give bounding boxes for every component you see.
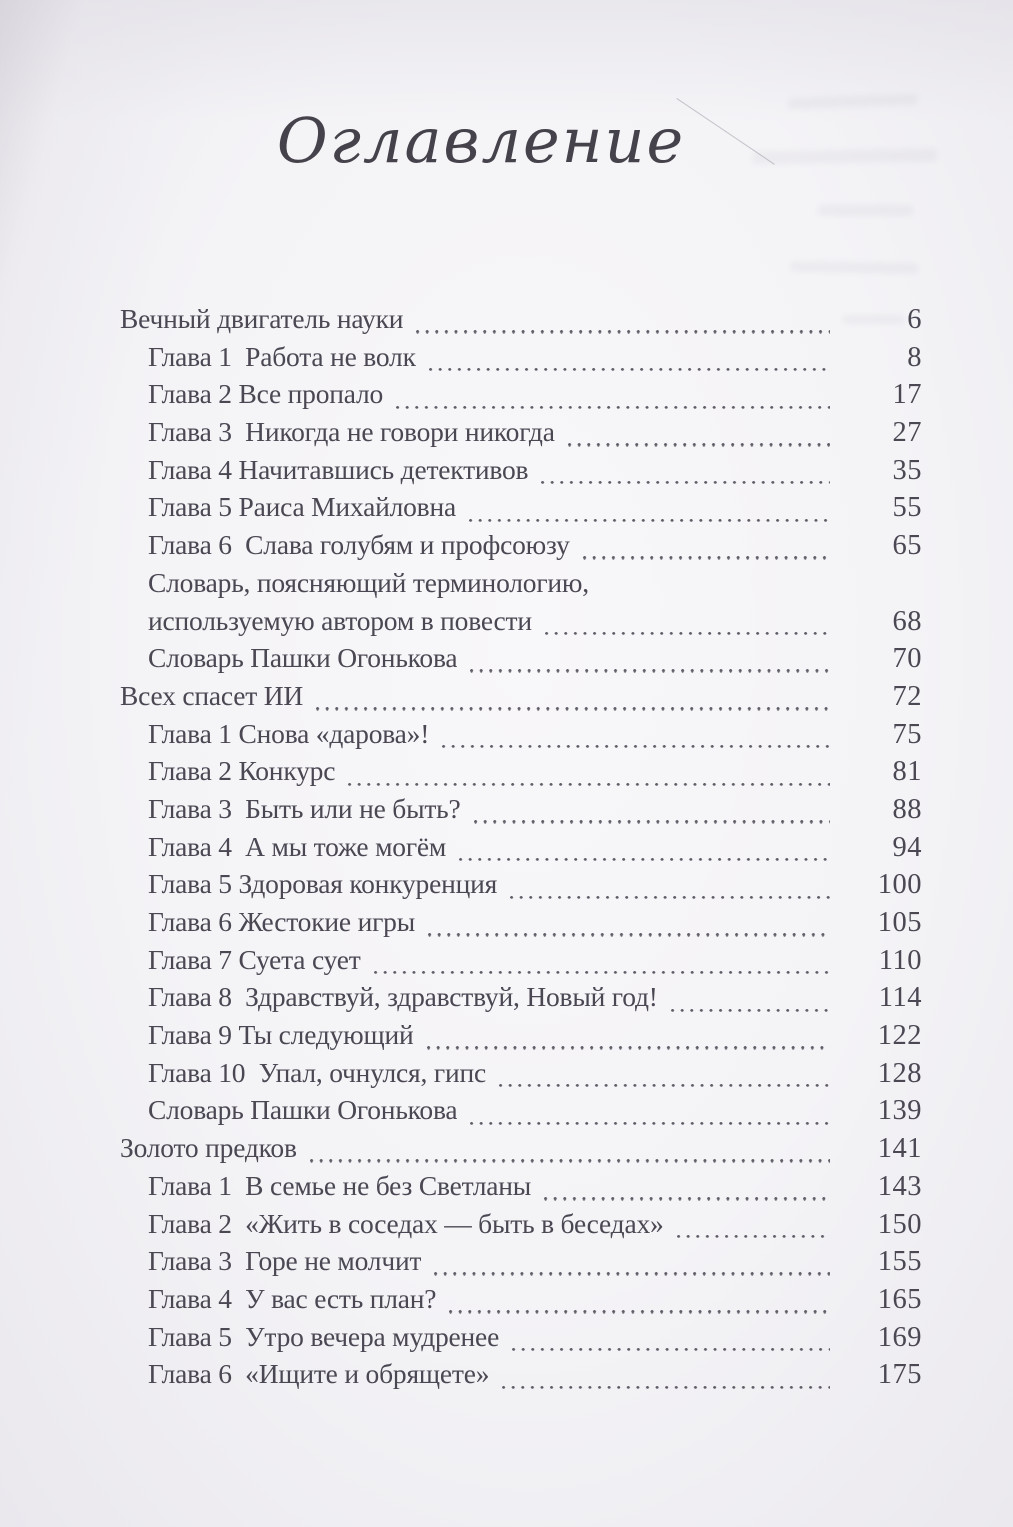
toc-page-number: 88 <box>892 793 922 825</box>
toc-page-number: 81 <box>892 756 922 788</box>
toc-entry <box>120 944 922 982</box>
toc-page-number: 165 <box>877 1283 922 1315</box>
toc-page-number: 100 <box>877 869 922 901</box>
dot-leader <box>474 820 830 823</box>
toc-entry <box>120 793 922 831</box>
toc-entry <box>120 1245 922 1283</box>
dot-leader <box>470 1122 830 1125</box>
toc-entry-label: Вечный двигатель науки <box>120 303 404 334</box>
toc-page-number: 55 <box>892 492 922 524</box>
toc-entry <box>120 1358 922 1396</box>
toc-page-number: 70 <box>892 643 922 675</box>
toc-entry-label: Глава 8 Здравствуй, здравствуй, Новый год! <box>148 981 658 1013</box>
toc-entry-label: Глава 5 Здоровая конкуренция <box>148 868 498 900</box>
toc-entry-label: Глава 4 Начитавшись детективов <box>148 453 529 485</box>
toc-entry <box>120 454 922 492</box>
toc-entry <box>120 1170 922 1208</box>
toc-entry <box>120 1283 922 1321</box>
table-of-contents <box>120 303 922 1396</box>
toc-entry <box>120 1057 922 1095</box>
toc-page-number: 68 <box>892 605 922 637</box>
toc-entry <box>120 981 922 1019</box>
dot-leader <box>499 1084 830 1087</box>
toc-entry-label: используемую автором в повести <box>148 604 532 636</box>
toc-page-number: 8 <box>907 341 922 373</box>
toc-entry-label: Глава 4 У вас есть план? <box>148 1282 437 1314</box>
toc-entry <box>120 1132 922 1170</box>
toc-page-number: 122 <box>877 1020 922 1052</box>
toc-page-number: 169 <box>877 1321 922 1353</box>
dot-leader <box>396 406 830 409</box>
dot-leader <box>416 330 830 333</box>
toc-entry <box>120 1094 922 1132</box>
dot-leader <box>502 1386 830 1389</box>
dot-leader <box>429 368 830 371</box>
toc-page-number: 128 <box>877 1057 922 1089</box>
toc-entry <box>120 1208 922 1246</box>
toc-entry-label: Всех спасет ИИ <box>120 679 304 711</box>
toc-entry-label: Глава 1 Снова «дарова»! <box>148 717 430 749</box>
toc-entry-label: Словарь Пашки Огонькова <box>148 1094 458 1126</box>
toc-entry <box>120 680 922 718</box>
toc-entry <box>120 491 922 529</box>
dot-leader <box>428 933 830 936</box>
toc-entry-label: Глава 4 А мы тоже могём <box>148 830 447 862</box>
toc-page-number: 17 <box>892 379 922 411</box>
toc-entry <box>120 605 922 643</box>
toc-entry-label: Глава 1 Работа не волк <box>148 340 416 372</box>
toc-entry <box>120 642 922 680</box>
toc-entry <box>120 303 922 341</box>
dot-leader <box>545 632 830 635</box>
dot-leader <box>677 1235 830 1238</box>
toc-entry-label: Глава 3 Горе не молчит <box>148 1245 422 1277</box>
dot-leader <box>541 481 830 484</box>
toc-page-number: 6 <box>907 304 922 335</box>
toc-entry-label: Глава 6 «Ищите и обрящете» <box>148 1358 490 1390</box>
toc-entry-label: Глава 7 Суета сует <box>148 943 361 975</box>
dot-leader <box>671 1009 830 1012</box>
toc-page-number: 75 <box>892 718 922 750</box>
toc-page-number: 72 <box>892 680 922 712</box>
dot-leader <box>427 1046 830 1049</box>
toc-page-number: 110 <box>878 944 922 976</box>
dot-leader <box>442 745 830 748</box>
dot-leader <box>374 971 830 974</box>
toc-entry-label: Глава 6 Слава голубям и профсоюзу <box>148 529 570 561</box>
toc-page-number: 175 <box>877 1359 922 1391</box>
dot-leader <box>544 1197 830 1200</box>
dot-leader <box>583 556 830 559</box>
toc-entry <box>120 718 922 756</box>
dot-leader <box>568 443 830 446</box>
toc-page-number: 27 <box>892 417 922 449</box>
toc-entry <box>120 1019 922 1057</box>
toc-page-number: 105 <box>877 907 922 938</box>
toc-entry-label: Глава 1 В семье не без Светланы <box>148 1169 532 1201</box>
toc-entry-label: Словарь, поясняющий терминологию, <box>148 566 589 598</box>
toc-entry-label: Глава 9 Ты следующий <box>148 1019 414 1051</box>
dot-leader <box>512 1348 830 1351</box>
dot-leader <box>470 669 830 672</box>
toc-entry <box>120 755 922 793</box>
toc-page-number: 139 <box>877 1095 922 1127</box>
toc-entry-label: Глава 3 Никогда не говори никогда <box>148 416 555 448</box>
toc-entry <box>120 567 922 605</box>
toc-entry <box>120 416 922 454</box>
toc-entry <box>120 1321 922 1359</box>
dot-leader <box>449 1310 830 1313</box>
bleed-smudge <box>818 205 913 216</box>
toc-page-number: 65 <box>892 530 922 562</box>
dot-leader <box>310 1159 830 1162</box>
dot-leader <box>510 896 830 899</box>
toc-entry-label: Глава 5 Утро вечера мудренее <box>148 1320 500 1352</box>
toc-entry <box>120 378 922 416</box>
toc-entry-label: Глава 5 Раиса Михайловна <box>148 491 456 523</box>
toc-page-number: 94 <box>892 831 922 863</box>
dot-leader <box>434 1272 830 1275</box>
toc-entry-label: Словарь Пашки Огонькова <box>148 642 458 674</box>
toc-entry-label: Золото предков <box>120 1132 297 1164</box>
toc-page-number: 35 <box>892 454 922 486</box>
page-title: Оглавление <box>276 104 686 177</box>
toc-entry <box>120 868 922 906</box>
toc-entry-label: Глава 2 Конкурс <box>148 755 336 787</box>
toc-page-number: 150 <box>877 1208 922 1240</box>
dot-leader <box>459 858 830 861</box>
toc-page-number: 114 <box>878 982 922 1014</box>
bleed-smudge <box>790 261 918 274</box>
toc-entry <box>120 906 922 944</box>
toc-entry-label: Глава 10 Упал, очнулся, гипс <box>148 1056 486 1088</box>
dot-leader <box>469 519 830 522</box>
toc-entry <box>120 341 922 379</box>
toc-entry-label: Глава 6 Жестокие игры <box>148 906 416 937</box>
toc-entry-label: Глава 3 Быть или не быть? <box>148 792 461 824</box>
dot-leader <box>316 707 830 710</box>
toc-page-number: 155 <box>877 1246 922 1278</box>
toc-entry-label: Глава 2 «Жить в соседах — быть в беседах» <box>148 1207 664 1239</box>
toc-entry-label: Глава 2 Все пропало <box>148 378 384 410</box>
toc-entry <box>120 529 922 567</box>
dot-leader <box>348 783 830 786</box>
toc-entry <box>120 831 922 869</box>
toc-page-number: 143 <box>877 1170 922 1202</box>
toc-page-number: 141 <box>877 1133 922 1165</box>
